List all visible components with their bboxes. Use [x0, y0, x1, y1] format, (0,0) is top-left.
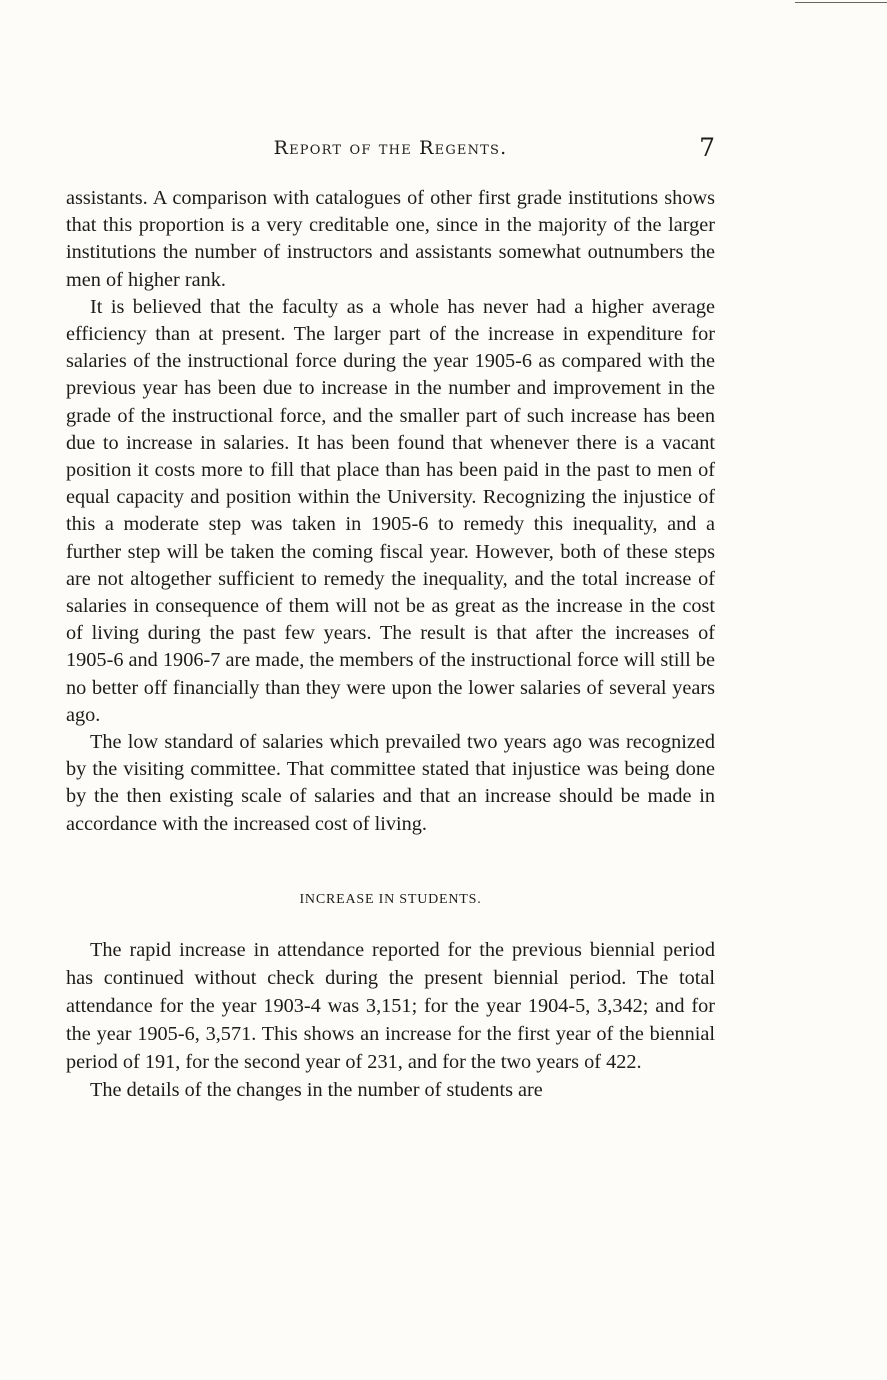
body-text: [66, 185, 715, 1104]
paragraph-faculty-efficiency: It is believed that the faculty as a whole has never had a higher average efficiency than at present. The larger part of the increase in expenditure for salaries of the instructional force during the year 1905-6 as compared with the previous year has been due to increase in the number and improvement in the grade of the instructional force, and the smaller part of such increase has been due to increase in salaries. It has been found that whenever there is a vacant position it costs more to fill that place than has been paid in the past to men of equal capacity and position within the University. Recognizing the injustice of this a moderate step was taken in 1905-6 to remedy this inequality, and a further step will be taken the coming fiscal year. However, both of these steps are not altogether sufficient to remedy the inequality, and the total increase of salaries in consequence of them will not be as great as the increase in the cost of living during the past few years. The result is that after the increases of 1905-6 and 1906-7 are made, the members of the instructional force will still be no better off financially than they were upon the lower salaries of several years ago.: [66, 295, 715, 726]
page-number: 7: [699, 133, 715, 162]
running-title: Report of the Regents.: [273, 137, 508, 159]
paragraph-low-salaries: The low standard of salaries which prevailed two years ago was recognized by the visiting committee. That committee stated that injustice was being done by the then existing scale of salaries and that an increase should be made in accordance with the increased cost of living.: [66, 731, 715, 835]
section-heading: INCREASE IN STUDENTS.: [299, 891, 482, 907]
section-body: [66, 936, 715, 1104]
paragraph-continued: assistants. A comparison with catalogues of other first grade institutions shows that this proportion is a very creditable one, since in the majority of the larger institutions the number of instructors and assistants somewhat outnumbers the men of higher rank.: [66, 187, 715, 291]
top-edge-rule: [795, 2, 887, 3]
paragraph-attendance: The rapid increase in attendance reported for the previous biennial period has continued without check during the present biennial period. The total attendance for the year 1903-4 was 3,151; for the year 1904-5, 3,342; and for the year 1905-6, 3,571. This shows an increase for the first year of the biennial period of 191, for the second year of 231, and for the two years of 422.: [66, 938, 715, 1073]
running-head: [66, 133, 715, 167]
paragraph-details: The details of the changes in the number of students are: [90, 1078, 543, 1101]
